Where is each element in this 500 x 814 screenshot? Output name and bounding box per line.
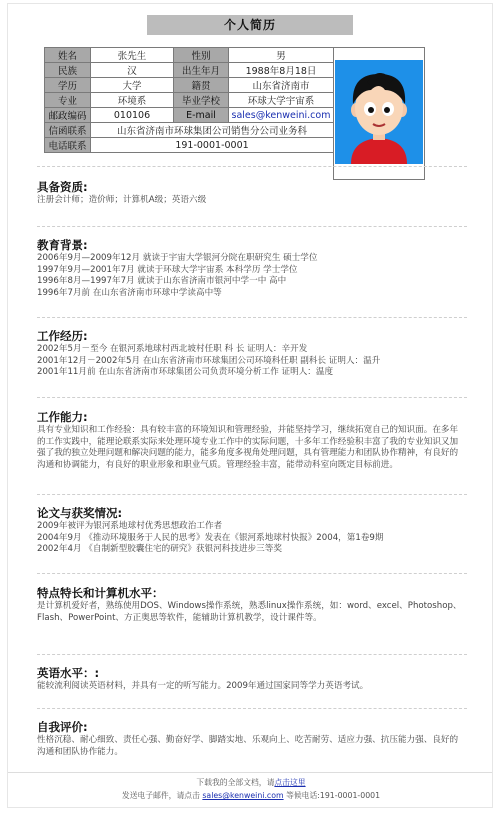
address-label: 信函联系 — [45, 123, 91, 138]
address-value: 山东省济南市环球集团公司销售分公司业务科 — [91, 123, 334, 138]
divider — [37, 494, 467, 495]
divider — [37, 397, 467, 398]
text-line: 2001年11月前 在山东省济南市环球集团公司负责环境分析工作 证明人：温度 — [37, 367, 334, 378]
text-line: 1997年9月—2001年7月 就读于环球大学宇宙系 本科学历 学士学位 — [37, 264, 298, 275]
resume-title: 个人简历 — [147, 15, 353, 35]
section-heading: 具备资质: — [37, 180, 88, 194]
text-line: 1996年8月—1997年7月 就读于山东省济南市银河中学一中 高中 — [37, 276, 287, 287]
text-line: 2001年12月－2002年5月 在山东省济南市环球集团公司环境科任职 副科长 证明人：温升 — [37, 355, 381, 366]
divider — [37, 654, 467, 655]
name-label: 姓名 — [45, 48, 91, 63]
ability-section — [37, 410, 465, 472]
birth-label: 出生年月 — [174, 63, 229, 78]
footer-text: 下载我的全部文档，请 — [196, 778, 275, 787]
footer-phone: 等候电话:191-0001-0001 — [286, 791, 381, 800]
text-paragraph: 性格沉稳、耐心细致、责任心强、勤奋好学、脚踏实地、乐观向上、吃苦耐劳、适应力强、抗压能力强、良好的沟通和团队协作能力。 — [37, 735, 459, 757]
zip-label: 邮政编码 — [45, 108, 91, 123]
text-paragraph: 是计算机爱好者，熟练使用DOS、Windows操作系统，熟悉linux操作系统，如：word、excel、Photoshop、Flash、PowerPoint、方正奥思等软件，能辅助计算机教学，设计课件等。 — [37, 601, 462, 623]
education-label: 学历 — [45, 78, 91, 93]
section-heading: 论文与获奖情况: — [37, 506, 123, 520]
text-line: 2002年4月 《自制新型胶囊住宅的研究》获银河科技进步三等奖 — [37, 544, 282, 555]
gender-value: 男 — [229, 48, 334, 63]
section-heading: 英语水平：: — [37, 666, 100, 680]
education-value: 大学 — [91, 78, 174, 93]
personal-info-table — [44, 47, 425, 180]
text-line: 2009年被评为银河系地球村优秀思想政治工作者 — [37, 521, 223, 531]
section-heading: 特点特长和计算机水平： — [37, 586, 164, 600]
email-label: E-mail — [174, 108, 229, 123]
avatar-photo — [335, 60, 423, 164]
birth-value: 1988年8月18日 — [229, 63, 334, 78]
major-label: 专业 — [45, 93, 91, 108]
text-line: 注册会计师；造价师；计算机A级；英语六级 — [37, 195, 207, 205]
footer-text: 发送电子邮件，请点击 — [121, 791, 200, 800]
gender-label: 性别 — [174, 48, 229, 63]
photo-cell — [334, 48, 425, 180]
school-value: 环球大学宇宙系 — [229, 93, 334, 108]
section-heading: 工作能力: — [37, 410, 88, 424]
name-value: 张先生 — [91, 48, 174, 63]
divider — [37, 226, 467, 227]
footer-line-contact — [8, 790, 494, 801]
resume-page — [7, 3, 493, 808]
footer-line-download — [8, 777, 494, 788]
download-link[interactable]: 点击这里 — [274, 778, 306, 787]
school-label: 毕业学校 — [174, 93, 229, 108]
qualification-section — [37, 180, 465, 207]
work-section — [37, 329, 465, 379]
table-spacer — [45, 153, 334, 167]
education-section — [37, 238, 465, 300]
ethnic-value: 汉 — [91, 63, 174, 78]
divider — [37, 708, 467, 709]
section-heading: 工作经历: — [37, 329, 88, 343]
section-heading: 自我评价: — [37, 720, 88, 734]
skills-section — [37, 586, 465, 624]
footer-divider — [8, 772, 492, 773]
divider — [37, 166, 467, 167]
phone-value: 191-0001-0001 — [91, 138, 334, 153]
english-section — [37, 666, 465, 693]
ethnic-label: 民族 — [45, 63, 91, 78]
text-paragraph: 能较流利阅读英语材料，并具有一定的听写能力。2009年通过国家同等学力英语考试。 — [37, 681, 369, 691]
text-paragraph: 具有专业知识和工作经验：具有较丰富的环境知识和管理经验，并能坚持学习，继续拓宽自己的知识面。在多年的工作实践中，能理论联系实际来处理环境专业工作中的实际问题，十多年工作经验积丰富了我的专业知识又加强了我的独立处理问题和解决问题的能力，能多角度多视角处理问题，具有管理能力和团队协作精神，有良好的沟通和协调能力，有良好的职业形象和职业气质。管理经验丰富，能带动科室向既定目标前进。 — [37, 425, 459, 471]
native-value: 山东省济南市 — [229, 78, 334, 93]
section-heading: 教育背景: — [37, 238, 88, 252]
text-line: 2002年5月－至今 在银河系地球村西北坡村任职 科 长 证明人：辛开发 — [37, 344, 308, 354]
table-spacer — [45, 166, 334, 179]
awards-section — [37, 506, 465, 556]
text-line: 1996年7月前 在山东省济南市环球中学读高中等 — [37, 288, 222, 299]
email-link[interactable]: sales@kenweini.com — [229, 108, 334, 123]
footer-email-link[interactable]: sales@kenweini.com — [202, 791, 284, 800]
major-value: 环境系 — [91, 93, 174, 108]
divider — [37, 573, 467, 574]
text-line: 2006年9月—2009年12月 就读于宇宙大学银河分院在职研究生 硕士学位 — [37, 253, 318, 263]
zip-value: 010106 — [91, 108, 174, 123]
self-evaluation-section — [37, 720, 465, 758]
phone-label: 电话联系 — [45, 138, 91, 153]
divider — [37, 317, 467, 318]
text-line: 2004年9月 《推动环境服务于人民的思考》发表在《银河系地球村快报》2004，第1卷9期 — [37, 532, 384, 543]
native-label: 籍贯 — [174, 78, 229, 93]
